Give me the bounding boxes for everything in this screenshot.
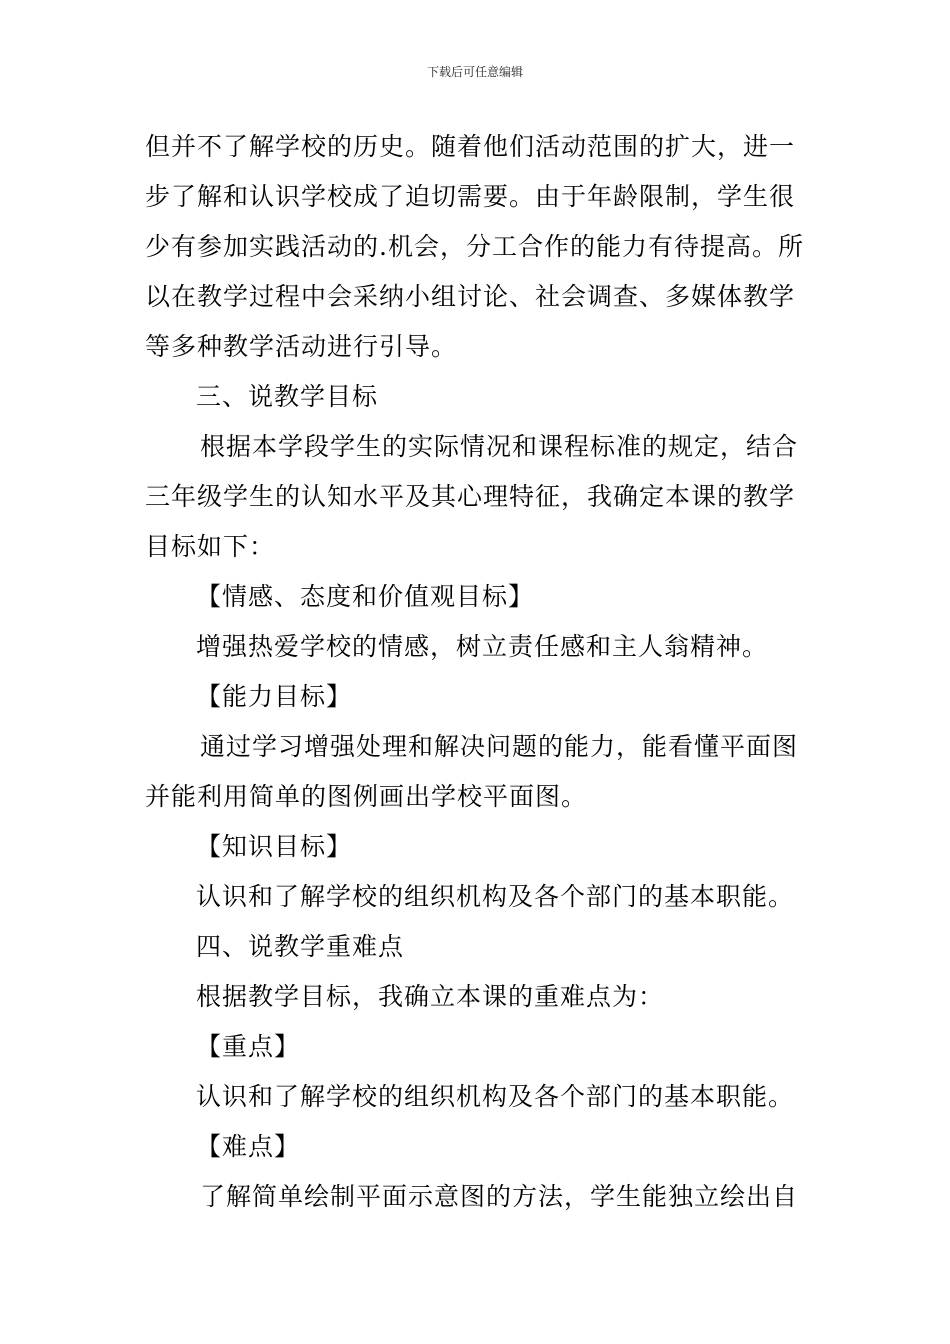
paragraph-line: 根据教学目标，我确立本课的重难点为： — [196, 982, 665, 1011]
paragraph-line: 增强热爱学校的情感，树立责任感和主人翁精神。 — [196, 632, 769, 661]
paragraph-line: 根据本学段学生的实际情况和课程标准的规定，结合 — [200, 432, 799, 461]
paragraph-line: 了解简单绘制平面示意图的方法，学生能独立绘出自 — [200, 1182, 799, 1211]
paragraph-line: 通过学习增强处理和解决问题的能力，能看懂平面图 — [200, 732, 799, 761]
paragraph-line: 步了解和认识学校成了迫切需要。由于年龄限制，学生很 — [145, 182, 796, 211]
subheading: 【知识目标】 — [196, 832, 353, 861]
page-header: 下载后可任意编辑 — [426, 65, 523, 79]
paragraph-line: 少有参加实践活动的.机会，分工合作的能力有待提高。所 — [145, 232, 804, 261]
paragraph-line: 以在教学过程中会采纳小组讨论、社会调查、多媒体教学 — [145, 282, 796, 311]
paragraph-line: 目标如下： — [145, 532, 276, 561]
section-heading: 三、说教学目标 — [196, 382, 379, 411]
paragraph-line: 并能利用简单的图例画出学校平面图。 — [145, 782, 588, 811]
paragraph-line: 但并不了解学校的历史。随着他们活动范围的扩大，进一 — [145, 132, 796, 161]
paragraph-line: 三年级学生的认知水平及其心理特征，我确定本课的教学 — [145, 482, 796, 511]
subheading: 【情感、态度和价值观目标】 — [196, 582, 535, 611]
paragraph-line: 认识和了解学校的组织机构及各个部门的基本职能。 — [196, 882, 795, 911]
subheading: 【难点】 — [196, 1132, 301, 1161]
section-heading: 四、说教学重难点 — [196, 932, 405, 961]
subheading: 【重点】 — [196, 1032, 301, 1061]
paragraph-line: 等多种教学活动进行引导。 — [145, 332, 458, 361]
subheading: 【能力目标】 — [196, 682, 353, 711]
paragraph-line: 认识和了解学校的组织机构及各个部门的基本职能。 — [196, 1082, 795, 1111]
